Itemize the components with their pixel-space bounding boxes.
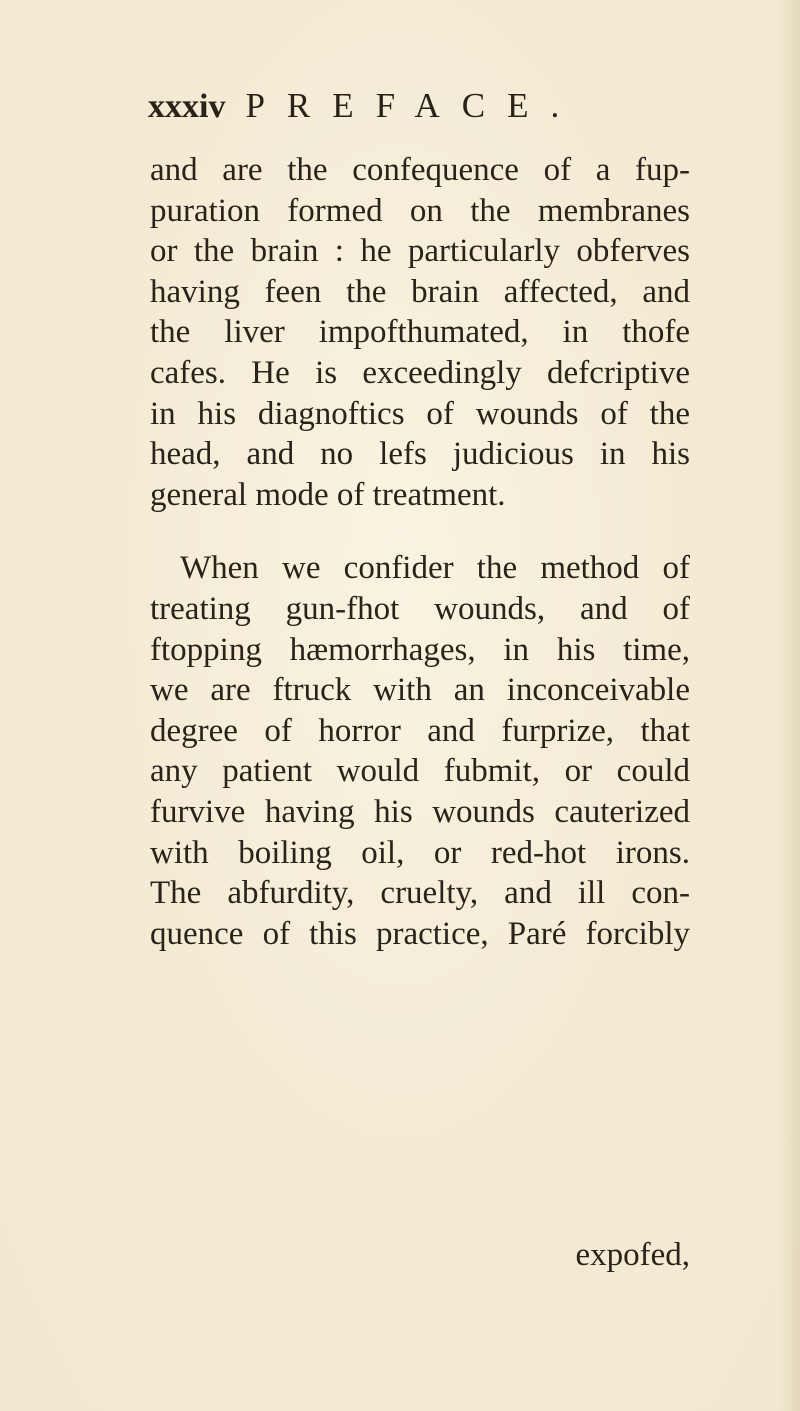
text-line: in his diagnoftics of wounds of the: [150, 395, 690, 432]
text-line: general mode of treatment.: [150, 476, 506, 513]
paragraph-1: [150, 150, 690, 515]
text-line: with boiling oil, or red-hot irons.: [150, 834, 690, 871]
text-line: ftopping hæmorrhages, in his time,: [150, 631, 690, 668]
text-line: The abfurdity, cruelty, and ill con-: [150, 875, 690, 912]
running-head: PREFACE.: [245, 86, 582, 125]
text-line: puration formed on the membranes: [150, 192, 690, 229]
text-line: any patient would fubmit, or could: [150, 753, 690, 790]
text-line: head, and no lefs judicious in his: [150, 436, 690, 473]
text-line: and are the confequence of a fup-: [150, 152, 690, 188]
text-line: When we confider the method of: [180, 550, 690, 587]
catchword: expofed,: [575, 1237, 690, 1273]
text-line: or the brain : he particularly obferves: [150, 233, 690, 270]
page-number: xxxiv: [148, 88, 226, 125]
paragraph-2: [150, 548, 690, 954]
text-line: having feen the brain affected, and: [150, 273, 690, 310]
text-line: cafes. He is exceedingly defcriptive: [150, 354, 690, 391]
text-line: quence of this practice, Paré forcibly: [150, 915, 690, 952]
text-line: we are ftruck with an inconceivable: [150, 672, 690, 709]
text-line: degree of horror and furprize, that: [150, 712, 690, 749]
body-text: [150, 150, 690, 954]
text-line: treating gun-fhot wounds, and of: [150, 590, 690, 627]
page-edge-shadow: [778, 0, 800, 1411]
text-line: furvive having his wounds cauterized: [150, 793, 690, 830]
page-header: [148, 86, 581, 126]
text-line: the liver impofthumated, in thofe: [150, 314, 690, 351]
